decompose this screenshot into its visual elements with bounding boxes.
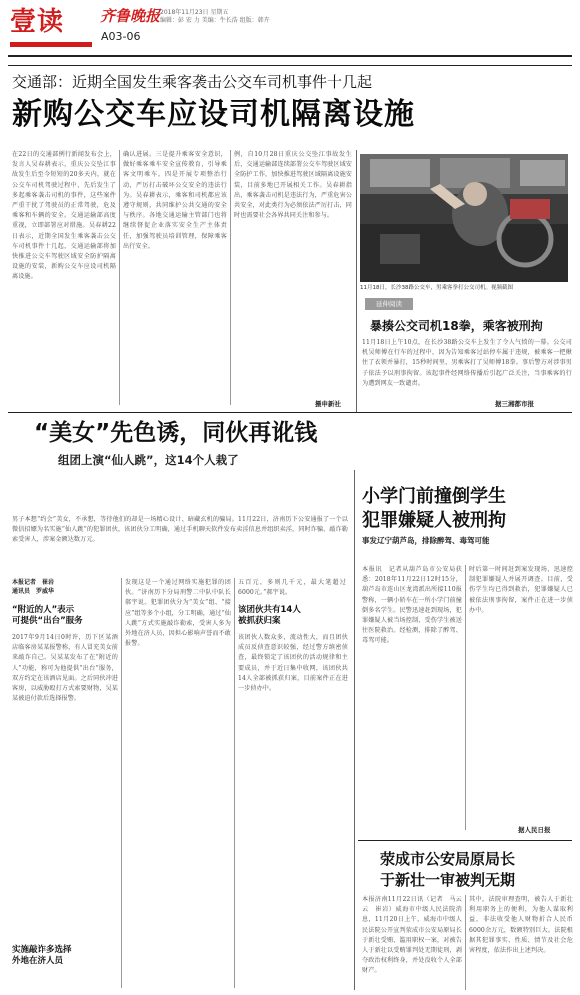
- masthead-accent-bar: [10, 42, 92, 47]
- scam-body-col-3b: 该团伙人数众多，流动性大，而且团伙成员反侦查意识较强，经过警方缜密侦查，最终锁定了该团伙的活动规律和主要成员，并于近日集中收网，该团伙共14人全部被抓获归案，目前案件正在进一步侦办中。: [238, 634, 348, 693]
- scam-reporter: 本报记者 崔岩 通讯员 罗威华: [12, 579, 55, 595]
- column-rule: [465, 895, 466, 990]
- scam-subhead-3: 该团伙共有14人 被抓获归案: [238, 605, 301, 626]
- school-body-col-2: 时后第一时间赶到案发现场，迅速控制犯罪嫌疑人并展开调查。目前，受伤学生均已得到救治，犯罪嫌疑人已被依法刑事拘留，案件正在进一步侦办中。: [469, 566, 573, 614]
- side-story-headline: 暴揍公交司机18拳，乘客被刑拘: [370, 319, 543, 333]
- school-headline: 小学门前撞倒学生 犯罪嫌疑人被刑拘: [362, 486, 506, 531]
- scam-subhead-1: “附近的人”表示 可提供“出台”服务: [12, 605, 83, 626]
- scam-body-col-2: 发现这是一个通过网络实施犯罪的团伙。“济南历下分局刑警二中队中队长郝宇说。犯罪团伙分为“美女”组、“接应”组等多个小组，分工明确，通过“仙人跳”方式实施敲诈勒索，受害人多为外地在济人员，因担心影响声誉而不敢报警。: [125, 579, 231, 648]
- column-rule: [119, 150, 120, 405]
- bus-photo-illustration: [360, 154, 568, 282]
- side-story-credit: 据三湘都市报: [495, 400, 534, 408]
- school-body-col-1: 本报讯 记者从葫芦岛市公安局获悉：2018年11月22日12时15分，葫芦岛市连山区龙湾派出所接110报警称，一辆小轿车在一所小学门前撞倒多名学生。民警迅速赶到现场，犯罪嫌疑人被当场控制，受伤学生被送往医院救治。经检测，排除了醉驾、毒驾可能。: [362, 566, 462, 645]
- date-line: 2018年11月23日 星期五: [160, 9, 229, 16]
- court-body-col-2: 其中，法院审理查明，被告人于新壮利用职务上的便利，为他人谋取利益，非法收受他人财物折合人民币6000余万元，数额特别巨大。法院根据其犯罪事实、性质、情节及社会危害程度，依法作出上述判决。: [469, 896, 573, 955]
- vertical-divider: [356, 150, 357, 412]
- scam-body-col-3a: 五百元，多则几千元，最大笔超过6000元。”郝宇说。: [238, 579, 346, 597]
- scam-body-col-1: 2017年9月14日0时许，历下区某酒店临客房某某报警称，有人冒充美女前来敲诈自己。吴某某发布了在“附近的人”功能，称可为他提供“出台”服务，双方约定在该酒店见面。之后同伙冲进客房，以威胁殴打方式索要财物，吴某某被迫付款后选择报警。: [12, 634, 118, 703]
- masthead-divider: [8, 55, 572, 57]
- section-divider: [358, 840, 572, 841]
- section-divider: [8, 412, 572, 413]
- column-rule: [234, 578, 235, 988]
- column-rule: [121, 578, 122, 988]
- lead-headline: 新购公交车应设司机隔离设施: [12, 97, 415, 132]
- lead-body-col-1: 在22日的交通部例行新闻发布会上，发言人吴春耕表示，重庆公交坠江事故发生后至今短短的20多天内，就在公交车司机驾驶过程中，先后发生了多起乘客袭击司机的事件，这些案件严重干扰了驾驶员的正常驾驶，危及乘客和车辆的安全。交通运输部高度重视，立即部署应对措施。吴春耕22日表示，近期全国发生乘客袭击公交车司机事件十几起，交通运输部将加快推进公交车驾驶区域安全防护隔离设施的安装，新购公交车应设司机隔离设施。: [12, 151, 116, 281]
- vertical-divider: [354, 470, 355, 990]
- court-body-col-1: 本报济南11月22日讯（记者 马云云 崔岩）威海市中级人民法院消息，11月20日上午，威海市中级人民法院公开宣判荥成市公安局原局长于新壮受贿、滥用职权一案，对被告人于新壮以受贿罪判处无期徒刑，剥夺政治权利终身，并处没收个人全部财产。: [362, 896, 462, 975]
- editor-credits: 编辑：彭 宏 力 美编：牛长浩 组版：韩卉: [160, 17, 270, 24]
- page-code: A03-06: [101, 30, 141, 43]
- court-headline: 荥成市公安局原局长 于新壮一审被判无期: [380, 850, 516, 889]
- lead-body-col-3: 例，自10月28日重庆公交坠江事故发生后，交通运输部连续部署公交车驾驶区域安全防护工作，加快推进驾驶区域隔离设施安装，目前多地已开展相关工作。吴春耕指出，乘客袭击司机是违法行为，严重危害公共安全，对此类行为必须依法严厉打击，同时也需要社会各界共同关注和参与。: [234, 151, 352, 220]
- section-divider: [8, 65, 572, 66]
- bus-surveillance-photo: [360, 154, 568, 282]
- lead-body-col-2: 确认进展。三是提升乘客安全意识，做好乘客乘车安全宣传教育，引导乘客文明乘车。四是开展专项整治行动，严厉打击破坏公交安全的违法行为。吴春耕表示，乘客和司机都应该遵守规则，共同维护公共交通的安全与秩序。各地交通运输主管部门也将继续督促企业落实安全生产主体责任，加强驾驶员培训管理，保障乘客出行安全。: [123, 151, 227, 250]
- lead-kicker: 交通部：近期全国发生乘客袭击公交车司机事件十几起: [12, 73, 373, 91]
- photo-caption: 11月18日，长沙38路公交车，男乘客拳打公交司机。视频截图: [360, 285, 513, 291]
- lead-source-credit: 摄申新社: [315, 400, 341, 408]
- school-subheadline: 事发辽宁葫芦岛，排除醉驾、毒驾可能: [362, 536, 490, 545]
- extended-reading-tag: 延伸阅读: [365, 298, 413, 310]
- scam-headline: “美女”先色诱，同伙再讹钱: [34, 420, 318, 446]
- column-rule: [465, 565, 466, 830]
- scam-subhead-2: 实施敲诈多选择 外地在济人员: [12, 945, 72, 966]
- school-credit: 据人民日报: [518, 826, 551, 834]
- column-rule: [230, 150, 231, 405]
- scam-lead: 男子本想“约会”美女，不承想，等待他们的却是一场精心设计、暗藏玄机的骗局。11月22日，济南历下公安通报了一个以微信招嫖为名实施“仙人跳”的犯罪团伙，该团伙分工明确，通过手机聊天软件发布卖淫信息并组织卖淫，同时诈骗、敲诈勒索受害人，涉案金额达数万元。: [12, 516, 348, 544]
- paper-logo: 齐鲁晚报: [100, 7, 161, 25]
- section-name: 壹读: [10, 7, 65, 37]
- scam-subheadline: 组团上演“仙人跳”，这14个人栽了: [58, 453, 239, 467]
- side-story-body: 11月18日上午10点，在长沙38路公交车上发生了令人气愤的一幕。公交司机吴师傅在行车的过程中，因为告知乘客过站停车属于违规，被乘客一把揪住了衣领并暴打，15秒时间里，男乘客打了吴师傅18拳。事后警方对涉事男子依法予以刑事拘留。该起事件经网络传播后引起广泛关注，当事乘客的行为遭到网友一致谴责。: [362, 339, 572, 387]
